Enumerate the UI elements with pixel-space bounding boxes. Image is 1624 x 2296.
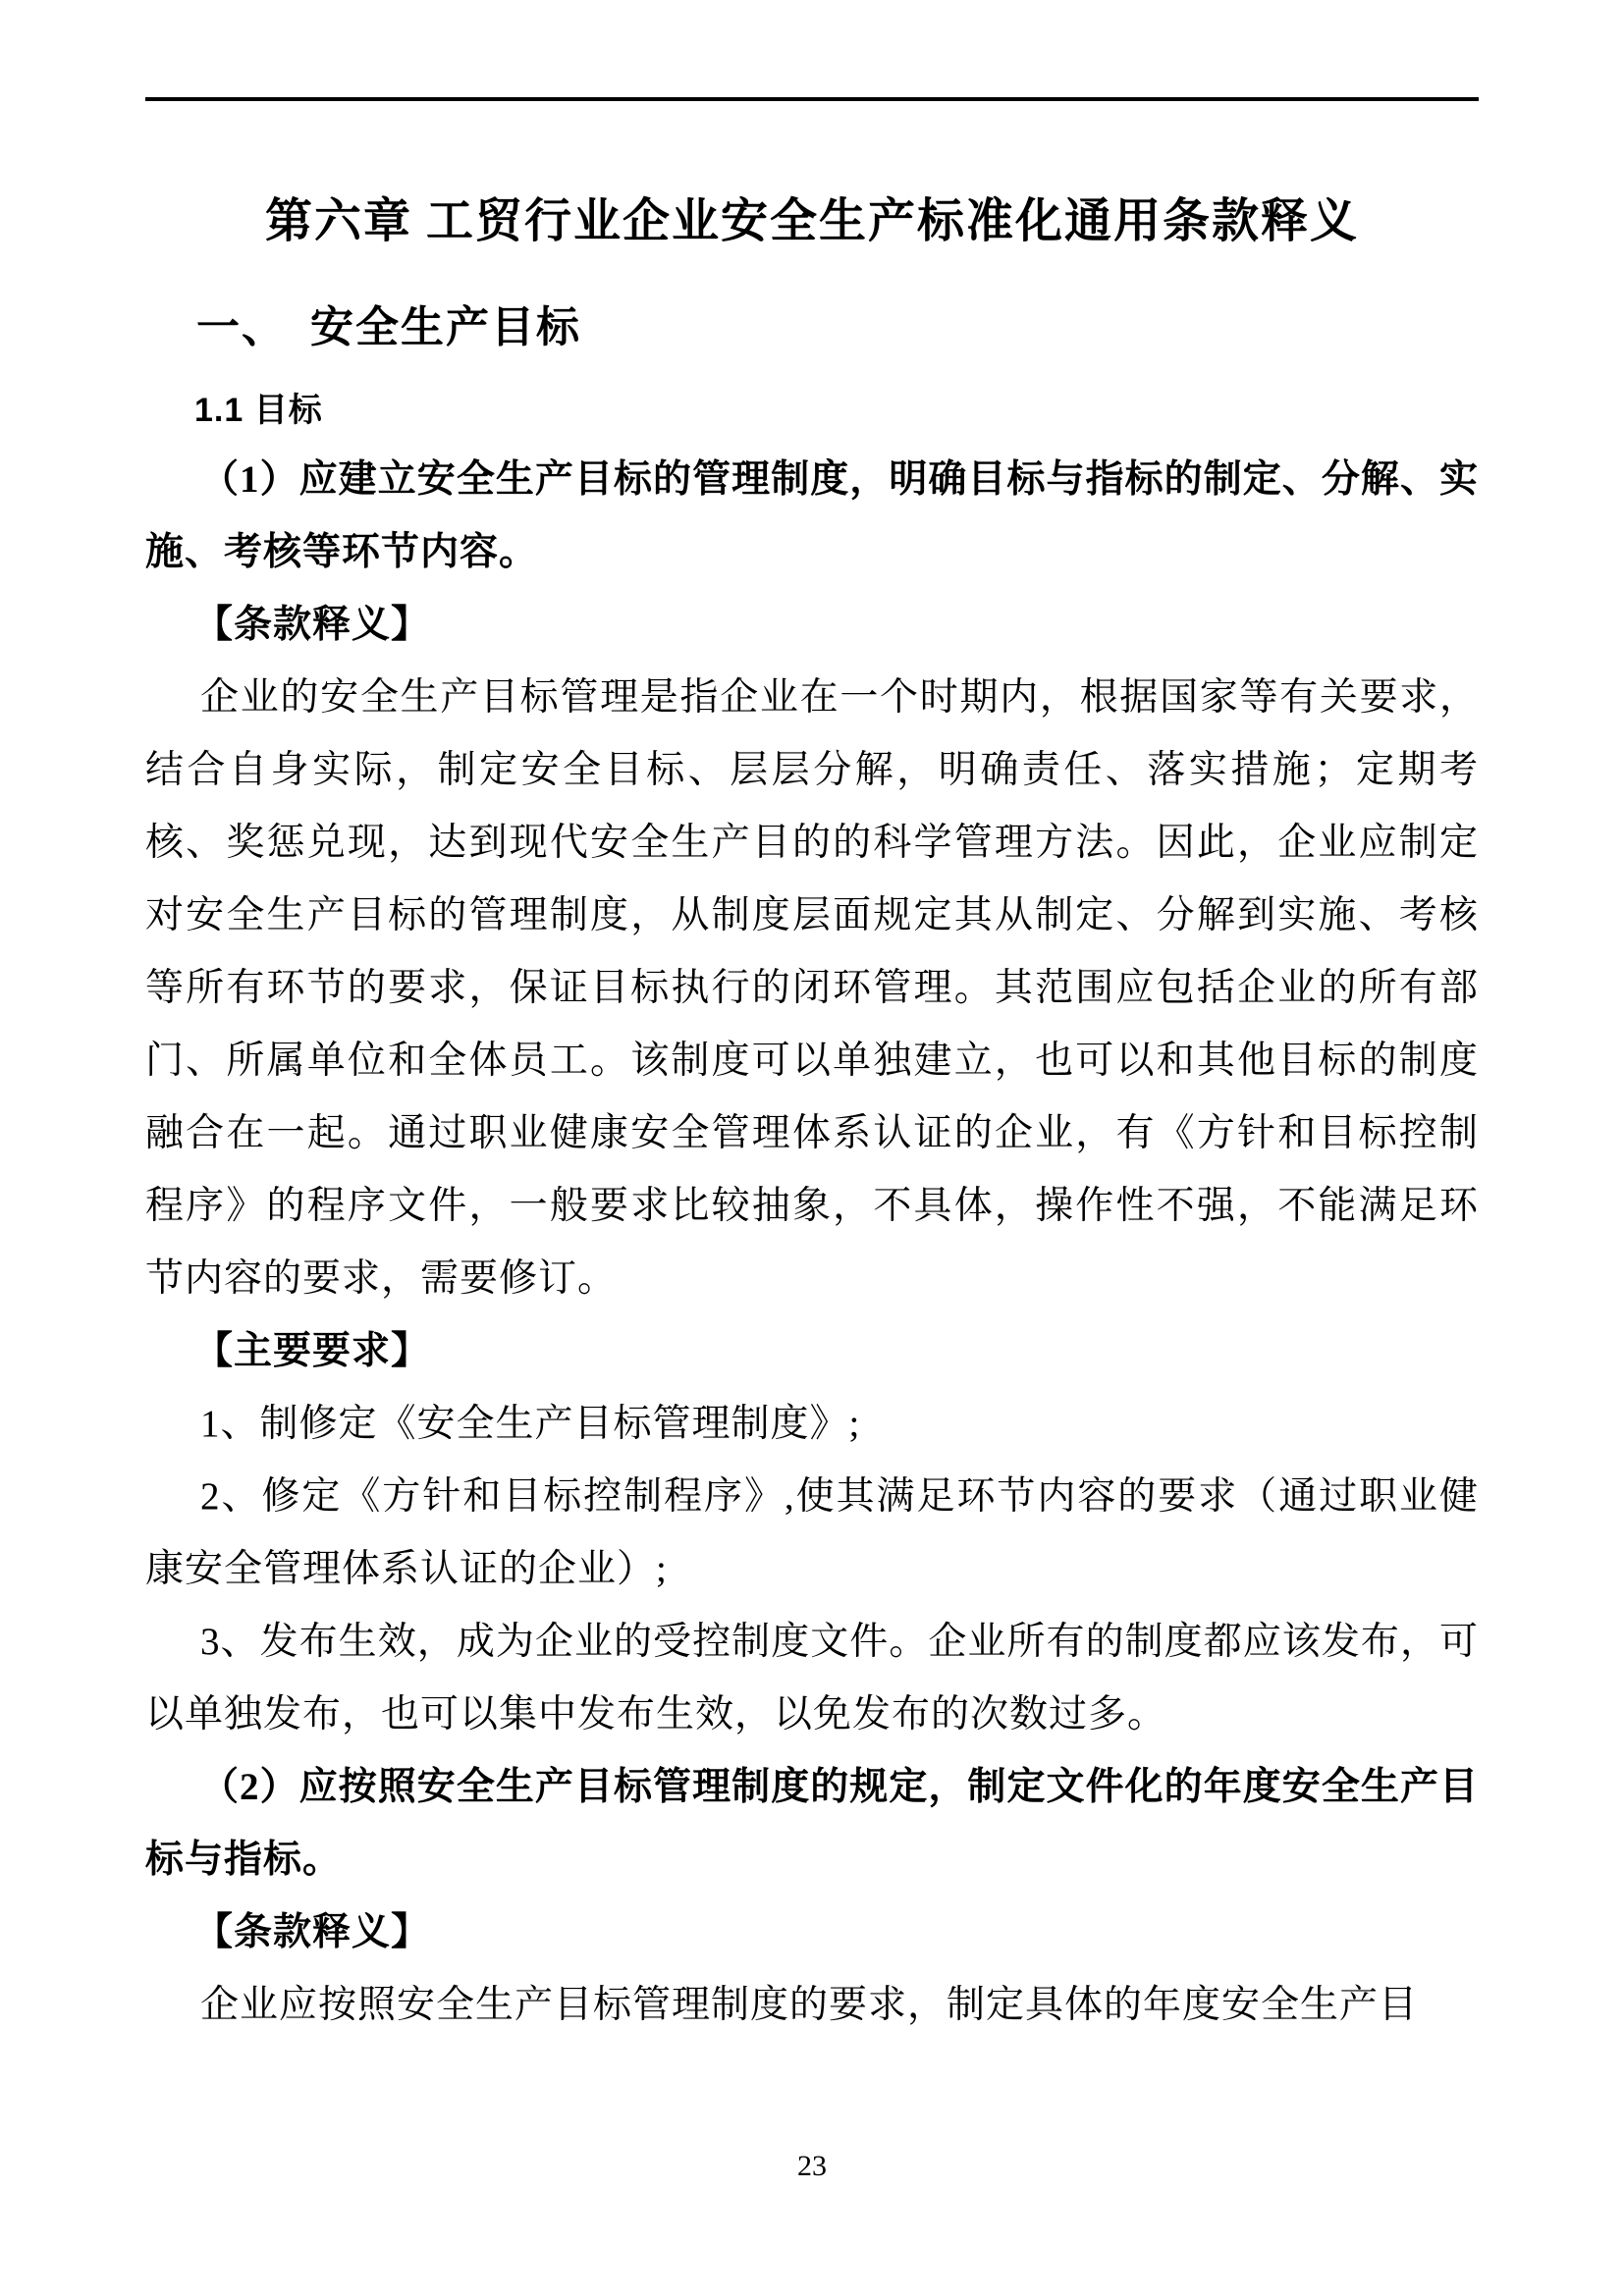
interpretation-label-1: 【条款释义】: [194, 604, 431, 646]
clause-1-paragraph: （1）应建立安全生产目标的管理制度，明确目标与指标的制定、分解、实施、考核等环节内容。: [145, 458, 1479, 573]
requirement-item-1: 1、制修定《安全生产目标管理制度》;: [200, 1403, 861, 1445]
interpretation-paragraph-1: 企业的安全生产目标管理是指企业在一个时期内，根据国家等有关要求，结合自身实际，制定安全目标、层层分解，明确责任、落实措施；定期考核、奖惩兑现，达到现代安全生产目的的科学管理方法。因此，企业应制定对安全生产目标的管理制度，从制度层面规定其从制定、分解到实施、考核等所有环节的要求，保证目标执行的闭环管理。其范围应包括企业的所有部门、所属单位和全体员工。该制度可以单独建立，也可以和其他目标的制度融合在一起。通过职业健康安全管理体系认证的企业，有《方针和目标控制程序》的程序文件，一般要求比较抽象，不具体，操作性不强，不能满足环节内容的要求，需要修订。: [145, 676, 1479, 1300]
clause-2-paragraph: （2）应按照安全生产目标管理制度的规定，制定文件化的年度安全生产目标与指标。: [145, 1766, 1479, 1881]
requirements-label: 【主要要求】: [194, 1330, 431, 1372]
header-rule: [145, 97, 1479, 101]
page-number: 23: [797, 2150, 827, 2182]
chapter-title: 第六章 工贸行业企业安全生产标准化通用条款释义: [264, 195, 1359, 247]
interpretation-label-2: 【条款释义】: [194, 1911, 431, 1953]
page-content: [145, 167, 1479, 2042]
section-heading: 一、 安全生产目标: [196, 303, 581, 351]
interpretation-paragraph-2: 企业应按照安全生产目标管理制度的要求，制定具体的年度安全生产目: [200, 1984, 1419, 2026]
requirement-item-2: 2、修定《方针和目标控制程序》,使其满足环节内容的要求（通过职业健康安全管理体系认证的企业）;: [145, 1475, 1479, 1590]
requirement-item-3: 3、发布生效，成为企业的受控制度文件。企业所有的制度都应该发布，可以单独发布，也可以集中发布生效，以免发布的次数过多。: [145, 1621, 1479, 1735]
subsection-heading: 1.1 目标: [194, 392, 323, 429]
page-footer: [0, 2150, 1624, 2183]
